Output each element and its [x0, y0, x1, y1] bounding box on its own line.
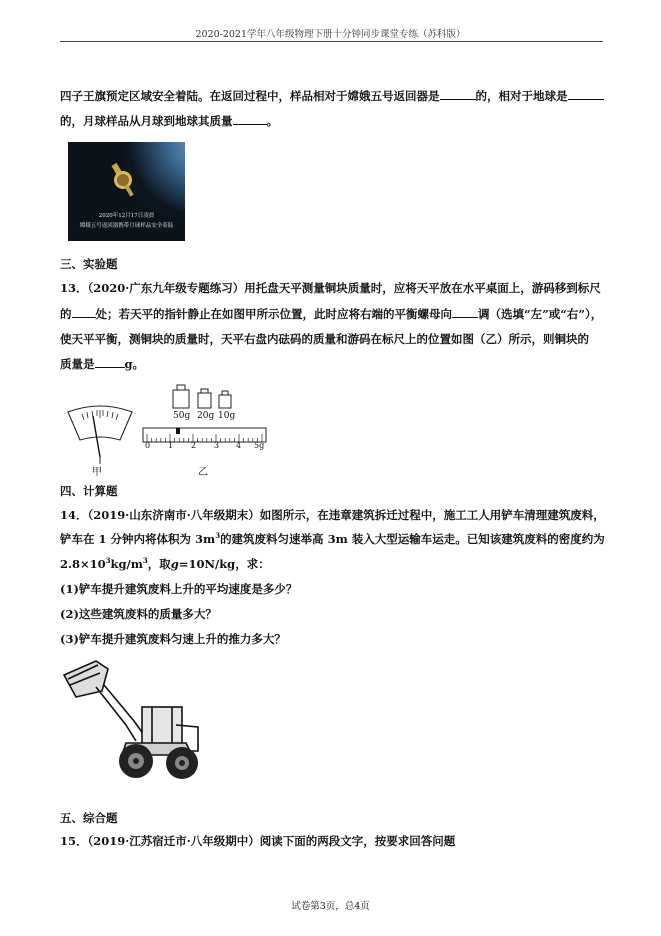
- q13-blank-2[interactable]: [452, 307, 478, 318]
- balance-pointer-figure: [62, 402, 138, 472]
- figure-label-jia: 甲: [92, 467, 102, 478]
- q12-blank-2[interactable]: [568, 89, 604, 100]
- q13-blank-1[interactable]: [72, 307, 96, 318]
- q14-text-3d: =10N/kg，求：: [178, 557, 270, 571]
- q14-sub-3: (3)铲车提升建筑废料匀速上升的推力多大？: [60, 632, 286, 646]
- q15-line-1: 15．（2019·江苏宿迁市·八年级期中）阅读下面的两段文字，按要求回答问题: [60, 834, 456, 848]
- q13-text-4a: 质量是: [60, 357, 95, 371]
- q14-line-1: 14．（2019·山东济南市·八年级期末）如图所示，在违章建筑拆迁过程中，施工工人用铲车清理建筑废料，: [60, 508, 605, 522]
- q13-line-2: [60, 306, 602, 322]
- scale-tick-1: 1: [168, 441, 174, 450]
- wheel-loader-illustration: [56, 655, 206, 787]
- scale-tick-3: 3: [214, 441, 220, 450]
- q14-sup-3b: 3: [142, 556, 148, 566]
- figure-label-yi: 乙: [198, 467, 208, 478]
- q12-blank-3[interactable]: [233, 114, 267, 125]
- rider-marker: [176, 428, 180, 434]
- q13-blank-3[interactable]: [95, 357, 125, 368]
- q14-line-2: [60, 531, 605, 547]
- q12-line-2: [60, 113, 278, 129]
- q13-text-2b: 处；若天平的指针静止在如图甲所示位置，此时应将右端的平衡螺母向: [95, 307, 452, 321]
- photo-caption-2: 嫦娥五号返回器携带月球样品安全着陆: [79, 223, 174, 229]
- q12-text-2a: 的，月球样品从月球到地球其质量: [60, 114, 233, 128]
- q13-line-1: 13．（2020·广东九年级专题练习）用托盘天平测量铜块质量时，应将天平放在水平桌面上，游码移到标尺: [60, 281, 601, 295]
- weight-10g: 10g: [218, 411, 236, 421]
- q13-text-4b: g。: [124, 357, 145, 371]
- q14-text-2a: 铲车在 1 分钟内将体积为 3m: [60, 532, 216, 546]
- section-4-title: 四、计算题: [60, 484, 118, 498]
- q14-sub-2: (2)这些建筑废料的质量多大？: [60, 607, 217, 621]
- q12-line-1: [60, 88, 604, 104]
- q12-text-1b: 的，相对于地球是: [475, 89, 568, 103]
- photo-caption-1: 2020年12月17日凌晨: [98, 213, 155, 219]
- header-divider: [60, 41, 603, 42]
- q14-g-symbol: g: [170, 557, 179, 571]
- page-header: 2020-2021学年八年级物理下册十分钟同步课堂专练（苏科版）: [195, 29, 466, 40]
- q12-blank-1[interactable]: [440, 89, 476, 100]
- q13-line-3: 使天平平衡，测铜块的质量时，天平右盘内砝码的质量和游码在标尺上的位置如图（乙）所示，则铜块的: [60, 332, 589, 346]
- rider-scale-figure: [142, 426, 268, 446]
- q14-text-3b: kg/m: [110, 557, 143, 571]
- section-3-title: 三、实验题: [60, 257, 118, 271]
- q14-text-3c: ，取: [147, 557, 171, 571]
- q14-sup-3a: 3: [105, 556, 111, 566]
- page-footer: 试卷第3页，总4页: [291, 901, 370, 912]
- section-5-title: 五、综合题: [60, 811, 118, 825]
- q14-sub-1: (1)铲车提升建筑废料上升的平均速度是多少？: [60, 582, 298, 596]
- q12-text-2b: 。: [266, 114, 278, 128]
- q13-text-2a: 的: [60, 307, 72, 321]
- scale-tick-5g: 5g: [254, 441, 265, 450]
- capsule-landing-photo: [68, 142, 185, 241]
- q13-text-2c: 调（选填“左”或“右”），: [478, 307, 603, 321]
- scale-tick-4: 4: [236, 441, 242, 450]
- weight-50g: 50g: [173, 411, 191, 421]
- q13-line-4: [60, 356, 144, 372]
- scale-tick-2: 2: [191, 441, 197, 450]
- q14-sup-2: 3: [215, 531, 221, 541]
- scale-tick-0: 0: [145, 441, 151, 450]
- q14-line-3: [60, 556, 270, 572]
- q14-text-2b: 的建筑废料匀速举高 3m 装入大型运输车运走。已知该建筑废料的密度约为: [220, 532, 605, 546]
- weight-20g: 20g: [197, 411, 215, 421]
- q12-text-1a: 四子王旗预定区域安全着陆。在返回过程中，样品相对于嫦娥五号返回器是: [60, 89, 440, 103]
- q14-text-3a: 2.8×10: [60, 557, 106, 571]
